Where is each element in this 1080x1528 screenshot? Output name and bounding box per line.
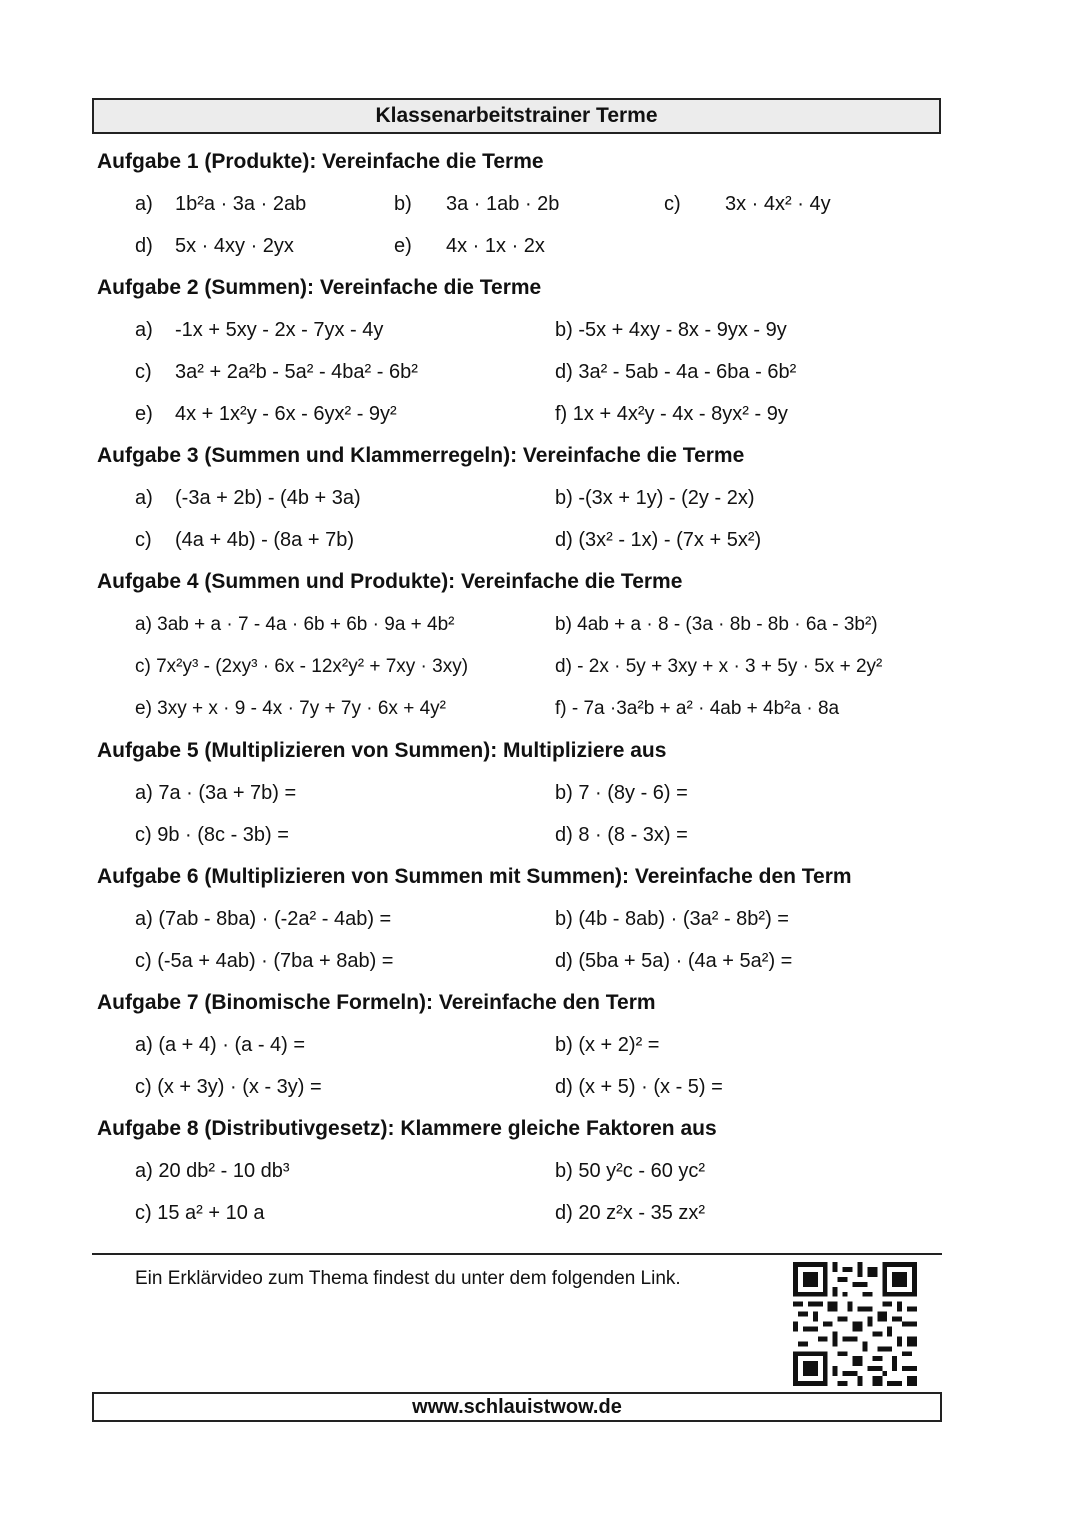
item-label: a) [135, 319, 153, 341]
item-label: e) [135, 403, 153, 425]
task-3-d: d) (3x² - 1x) - (7x + 5x²) [555, 529, 762, 551]
task-6-b: b) (4b - 8ab) · (3a² - 8b²) = [555, 908, 789, 930]
task-1-d [135, 234, 294, 258]
task-4-d: d) - 2x · 5y + 3xy + x · 3 + 5y · 5x + 2y² [555, 656, 883, 677]
task-4-f: f) - 7a ·3a²b + a² · 4ab + 4b²a · 8a [555, 698, 840, 719]
footer-url[interactable]: www.schlauistwow.de [92, 1392, 942, 1422]
task-3-a [135, 486, 361, 510]
task-4-c: c) 7x²y³ - (2xy³ · 6x - 12x²y² + 7xy · 3xy) [135, 656, 469, 677]
qr-code[interactable] [792, 1262, 918, 1386]
task-2-c [135, 360, 418, 384]
task-7-d: d) (x + 5) · (x - 5) = [555, 1076, 723, 1098]
item-expr: 4x · 1x · 2x [446, 235, 545, 257]
video-note: Ein Erklärvideo zum Thema findest du unter dem folgenden Link. [135, 1268, 681, 1289]
item-label: a) [135, 193, 153, 215]
task-8-heading: Aufgabe 8 (Distributivgesetz): Klammere gleiche Faktoren aus [97, 1117, 717, 1140]
item-expr: 5x · 4xy · 2yx [175, 235, 294, 257]
item-label: a) [135, 487, 153, 509]
task-5-b: b) 7 · (8y - 6) = [555, 782, 688, 804]
task-2-e [135, 402, 397, 426]
task-1-heading: Aufgabe 1 (Produkte): Vereinfache die Terme [97, 150, 544, 173]
item-label: c) [664, 193, 681, 215]
task-5-c: c) 9b · (8c - 3b) = [135, 824, 289, 846]
task-4-heading: Aufgabe 4 (Summen und Produkte): Vereinfache die Terme [97, 570, 683, 593]
item-label: e) [394, 235, 412, 257]
task-6-heading: Aufgabe 6 (Multiplizieren von Summen mit Summen): Vereinfache den Term [97, 865, 852, 888]
task-3-heading: Aufgabe 3 (Summen und Klammerregeln): Vereinfache die Terme [97, 444, 745, 467]
task-3-c [135, 528, 354, 552]
task-1-a [135, 192, 306, 216]
task-2-a [135, 318, 383, 342]
task-4-b: b) 4ab + a · 8 - (3a · 8b - 8b · 6a - 3b²) [555, 614, 878, 635]
item-expr: 1b²a · 3a · 2ab [175, 193, 307, 215]
task-6-d: d) (5ba + 5a) · (4a + 5a²) = [555, 950, 793, 972]
item-expr: 3a² + 2a²b - 5a² - 4ba² - 6b² [175, 361, 418, 383]
task-4-a: a) 3ab + a · 7 - 4a · 6b + 6b · 9a + 4b² [135, 614, 455, 635]
task-8-b: b) 50 y²c - 60 yc² [555, 1160, 706, 1182]
task-2-heading: Aufgabe 2 (Summen): Vereinfache die Terme [97, 276, 542, 299]
task-2-d: d) 3a² - 5ab - 4a - 6ba - 6b² [555, 361, 797, 383]
item-label: b) [394, 193, 412, 215]
item-expr: (-3a + 2b) - (4b + 3a) [175, 487, 361, 509]
task-5-d: d) 8 · (8 - 3x) = [555, 824, 688, 846]
task-7-heading: Aufgabe 7 (Binomische Formeln): Vereinfache den Term [97, 991, 656, 1014]
item-expr: 4x + 1x²y - 6x - 6yx² - 9y² [175, 403, 397, 425]
task-7-a: a) (a + 4) · (a - 4) = [135, 1034, 306, 1056]
task-3-b: b) -(3x + 1y) - (2y - 2x) [555, 487, 755, 509]
task-5-a: a) 7a · (3a + 7b) = [135, 782, 297, 804]
task-1-c [664, 192, 831, 216]
task-1-e [394, 234, 545, 258]
item-label: c) [135, 361, 152, 383]
task-7-b: b) (x + 2)² = [555, 1034, 660, 1056]
footer-divider [92, 1253, 942, 1255]
task-8-d: d) 20 z²x - 35 zx² [555, 1202, 706, 1224]
task-4-e: e) 3xy + x · 9 - 4x · 7y + 7y · 6x + 4y² [135, 698, 446, 719]
item-label: c) [135, 529, 152, 551]
task-1-b [394, 192, 559, 216]
item-expr: 3x · 4x² · 4y [725, 193, 831, 215]
task-6-c: c) (-5a + 4ab) · (7ba + 8ab) = [135, 950, 394, 972]
task-5-heading: Aufgabe 5 (Multiplizieren von Summen): Multipliziere aus [97, 739, 667, 762]
item-expr: (4a + 4b) - (8a + 7b) [175, 529, 354, 551]
task-8-a: a) 20 db² - 10 db³ [135, 1160, 290, 1182]
item-expr: -1x + 5xy - 2x - 7yx - 4y [175, 319, 384, 341]
task-6-a: a) (7ab - 8ba) · (-2a² - 4ab) = [135, 908, 392, 930]
item-label: d) [135, 235, 153, 257]
task-8-c: c) 15 a² + 10 a [135, 1202, 265, 1224]
task-2-f: f) 1x + 4x²y - 4x - 8yx² - 9y [555, 403, 788, 425]
task-2-b: b) -5x + 4xy - 8x - 9yx - 9y [555, 319, 787, 341]
page-title: Klassenarbeitstrainer Terme [92, 98, 941, 134]
item-expr: 3a · 1ab · 2b [446, 193, 560, 215]
task-7-c: c) (x + 3y) · (x - 3y) = [135, 1076, 322, 1098]
